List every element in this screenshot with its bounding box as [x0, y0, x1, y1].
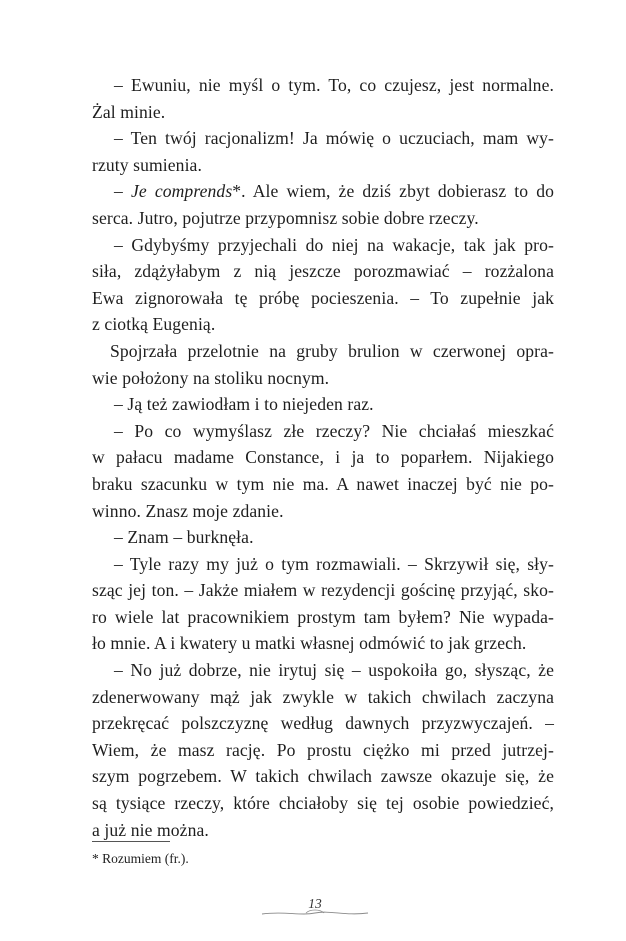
text-line: – Ten twój racjonalizm! Ja mówię o uczuciach, mam wy-	[114, 128, 554, 149]
text-line: – Tyle razy my już o tym rozmawiali. – Skrzywił się, sły-	[114, 553, 554, 574]
text-line: przekręcać polszczyznę według dawnych przyzwyczajeń. –	[92, 713, 554, 734]
text-line: winno. Znasz moje zdanie.	[92, 500, 284, 521]
text-line: – No już dobrze, nie irytuj się – uspokoiła go, słysząc, że	[114, 660, 554, 681]
footnote-rule	[92, 841, 170, 842]
italic-phrase: Je comprends	[130, 181, 233, 202]
text-line: rzuty sumienia.	[92, 154, 202, 175]
text-line: braku szacunku w tym nie ma. A nawet inaczej być nie po-	[92, 473, 554, 494]
page-folio	[260, 896, 370, 920]
text-line: Żal minie.	[92, 101, 166, 122]
text-line: Wiem, że masz rację. Po prostu ciężko mi przed jutrzej-	[92, 739, 554, 760]
text-line: są tysiące rzeczy, które chciałoby się tej osobie powiedzieć,	[92, 793, 554, 814]
text-line: Ewa zignorowała tę próbę pocieszenia. – To zupełnie jak	[92, 287, 554, 308]
text-line: ro wiele lat pracownikiem prostym tam byłem? Nie wypada-	[92, 606, 554, 627]
ornament-swash-icon	[260, 908, 370, 918]
page-number: 13	[308, 896, 322, 911]
text-line	[92, 178, 554, 205]
text-line: – Ewuniu, nie myśl o tym. To, co czujesz, jest normalne.	[114, 75, 554, 95]
text-line: – Po co wymyślasz złe rzeczy? Nie chciałaś mieszkać	[114, 420, 554, 441]
text-line: ło mnie. A i kwatery u matki własnej odmówić to jak grzech.	[92, 633, 527, 654]
text-line: wie położony na stoliku nocnym.	[92, 367, 330, 388]
text-line: – Znam – burknęła.	[114, 527, 254, 548]
text-line: zdenerwowany mąż jak zwykle w takich chwilach zaczyna	[92, 686, 554, 707]
text-run: *. Ale wiem, że dziś zbyt dobierasz to do	[232, 181, 554, 202]
text-line: sząc jej ton. – Jakże miałem w rezydencji gościnę przyjąć, sko-	[92, 580, 554, 601]
text-line: z ciotką Eugenią.	[92, 314, 216, 335]
text-line: – Ją też zawiodłam i to niejeden raz.	[114, 394, 374, 415]
body-text	[92, 72, 554, 843]
text-line: w pałacu madame Constance, i ja to poparłem. Nijakiego	[92, 447, 554, 468]
text-line: szym pogrzebem. W takich chwilach zawsze okazuje się, że	[92, 766, 554, 787]
footnote: * Rozumiem (fr.).	[92, 851, 189, 866]
text-line: siła, zdążyłabym z nią jeszcze porozmawiać – rozżalona	[92, 261, 554, 282]
text-line: serca. Jutro, pojutrze przypomnisz sobie dobre rzeczy.	[92, 207, 479, 228]
text-run: –	[114, 181, 131, 202]
text-line: – Gdybyśmy przyjechali do niej na wakacje, tak jak pro-	[114, 234, 554, 255]
text-line: Spojrzała przelotnie na gruby brulion w czerwonej opra-	[110, 340, 554, 361]
text-line: a już nie można.	[92, 819, 209, 840]
